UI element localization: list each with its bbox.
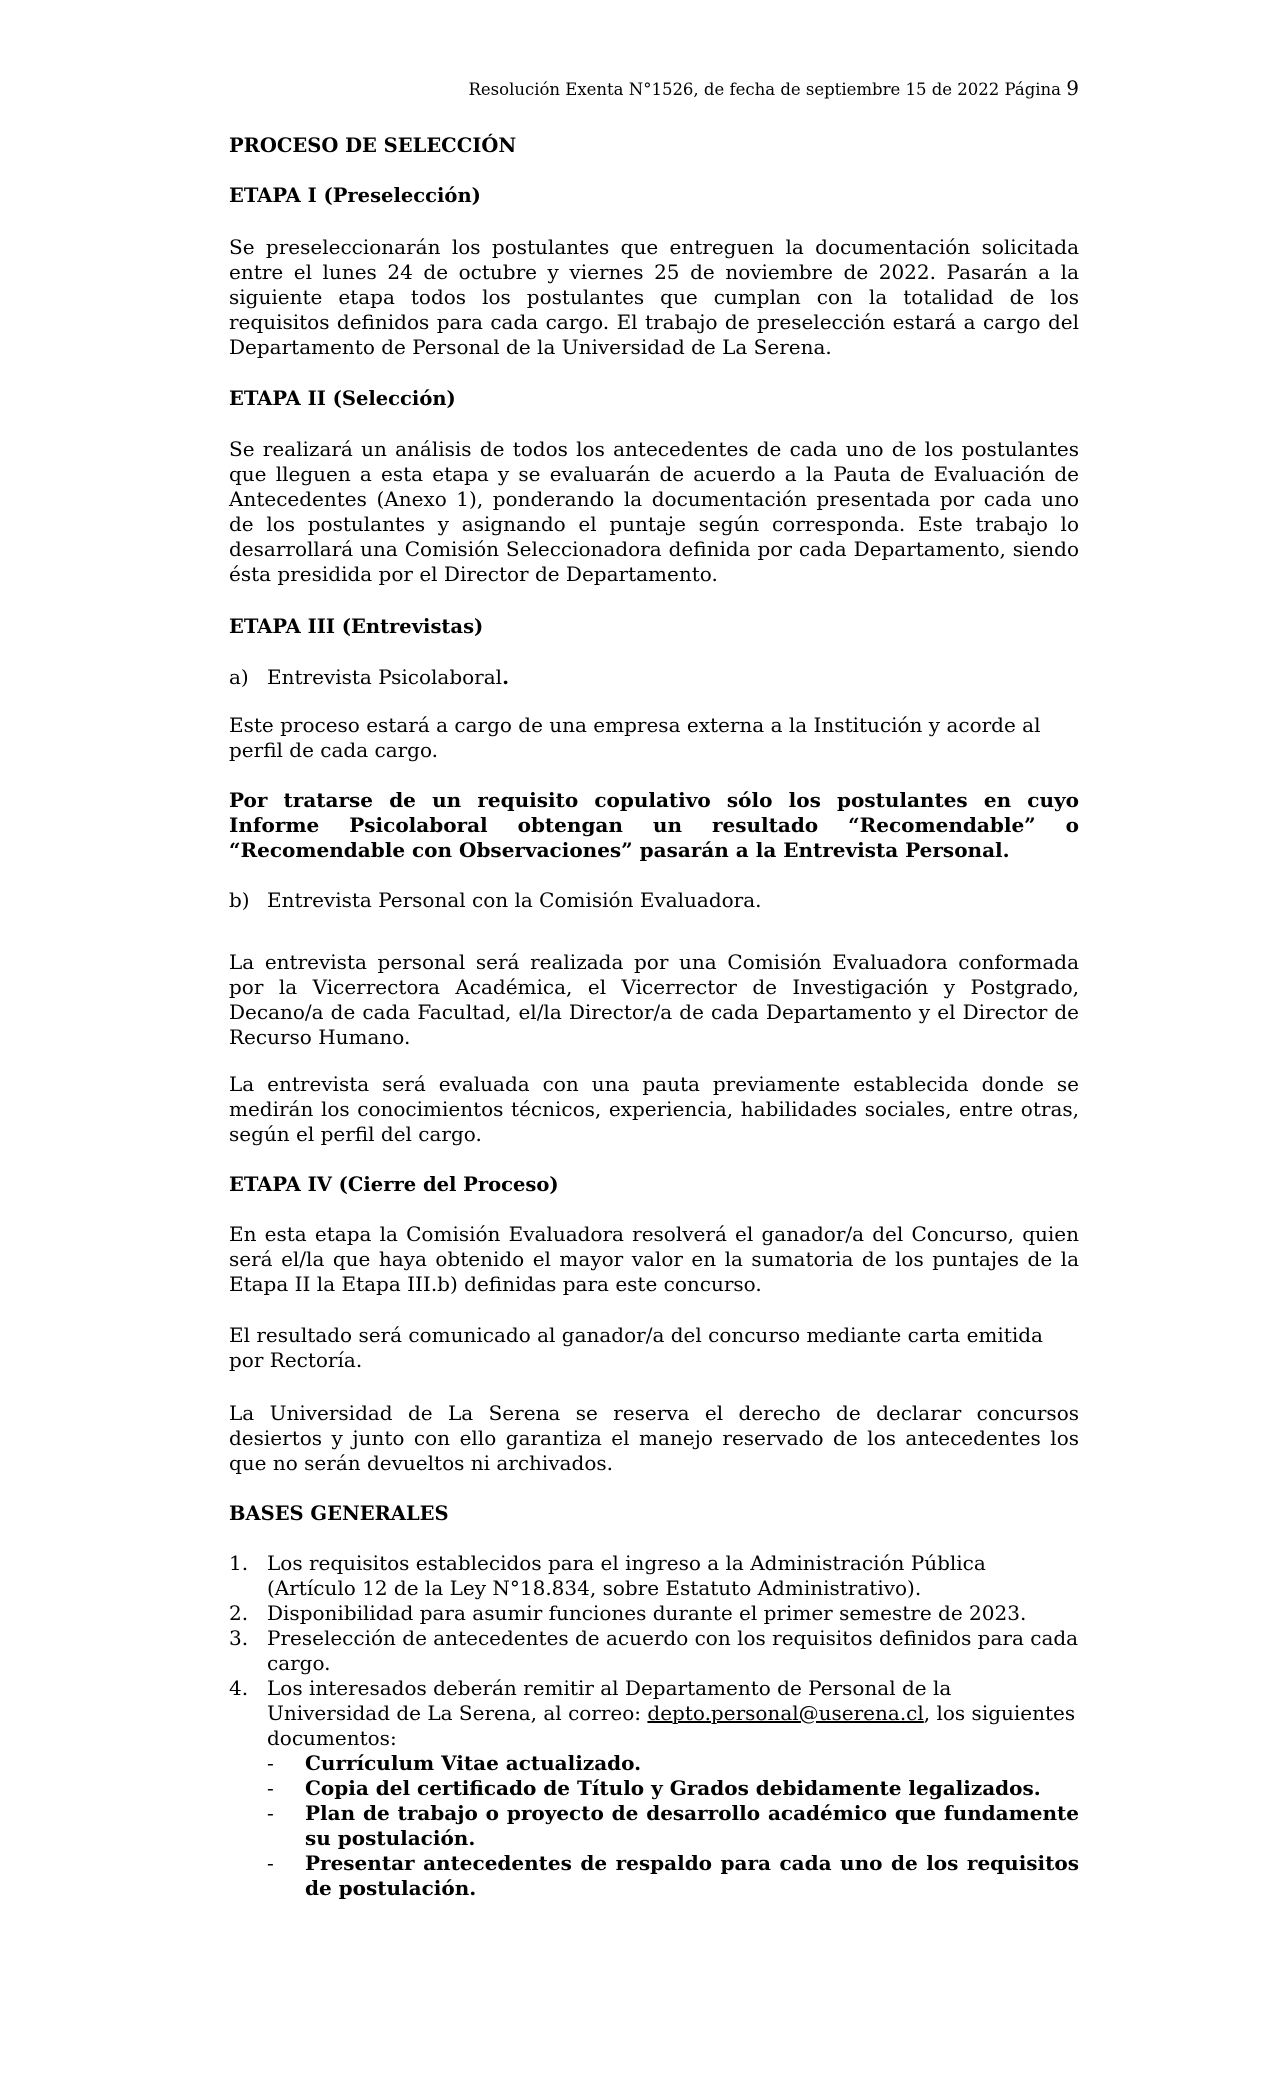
- etapa1-title: ETAPA I (Preselección): [229, 184, 481, 207]
- page-header: [468, 76, 1079, 100]
- etapa1-text: Se preseleccionarán los postulantes que entreguen la documentación solicitada entre el lunes 24 de octubre y viernes 25 de noviembre de 2022. Pasarán a la siguiente etapa todos los postulantes que cumplan con la totalidad de los requisitos definidos para cada cargo. El trabajo de preselección estará a cargo del Departamento de Personal de la Universidad de La Serena.: [229, 235, 1079, 359]
- etapa4-title: ETAPA IV (Cierre del Proceso): [229, 1173, 559, 1196]
- etapa3-item-b: [229, 888, 1079, 913]
- bases-item: 2. Disponibilidad para asumir funciones durante el primer semestre de 2023.: [229, 1601, 1027, 1625]
- bases-item: 1. Los requisitos establecidos para el ingreso a la Administración Pública (Artículo 12 de la Ley N°18.834, sobre Estatuto Administrativo).: [229, 1551, 986, 1600]
- etapa3-item-a-desc: Este proceso estará a cargo de una empresa externa a la Institución y acorde al perfil de cada cargo.: [229, 713, 1041, 762]
- etapa4-text2: El resultado será comunicado al ganador/a del concurso mediante carta emitida por Rectoría.: [229, 1323, 1043, 1372]
- bases-item-text: Preselección de antecedentes de acuerdo con los requisitos definidos para cada cargo.: [267, 1626, 1079, 1675]
- etapa3-item-a: [229, 665, 1079, 690]
- document-item: - Currículum Vitae actualizado.: [267, 1751, 642, 1775]
- item-a-period: .: [502, 665, 510, 689]
- etapa3-item-b-desc1: La entrevista personal será realizada por una Comisión Evaluadora conformada por la Vicerrectora Académica, el Vicerrector de Investigación y Postgrado, Decano/a de cada Facultad, el/la Director/a de cada Departamento y el Director de Recurso Humano.: [229, 950, 1079, 1049]
- item-b-label: b): [229, 888, 250, 912]
- bases-item-text: Los interesados deberán remitir al Departamento de Personal de la Universidad de La Serena, al correo:: [267, 1676, 952, 1725]
- document-item: - Presentar antecedentes de respaldo para cada uno de los requisitos de postulación.: [267, 1851, 1079, 1900]
- etapa3-bold-note: Por tratarse de un requisito copulativo sólo los postulantes en cuyo Informe Psicolaboral obtengan un resultado “Recomendable” o “Recomendable con Observaciones” pasarán a la Entrevista Personal.: [229, 788, 1079, 862]
- bases-list: [229, 1551, 1079, 1901]
- document-item: - Copia del certificado de Título y Grados debidamente legalizados.: [267, 1776, 1041, 1800]
- email-link[interactable]: depto.personal@userena.cl: [647, 1701, 924, 1725]
- etapa4-text1: En esta etapa la Comisión Evaluadora resolverá el ganador/a del Concurso, quien será el/la que haya obtenido el mayor valor en la sumatoria de los puntajes de la Etapa II la Etapa III.b) definidas para este concurso.: [229, 1222, 1079, 1296]
- etapa3-item-b-desc2: La entrevista será evaluada con una pauta previamente establecida donde se medirán los conocimientos técnicos, experiencia, habilidades sociales, entre otras, según el perfil del cargo.: [229, 1072, 1079, 1146]
- bases-item: 3. Preselección de antecedentes de acuerdo con los requisitos definidos para cada cargo.: [229, 1626, 1079, 1675]
- page-number: 9: [1066, 76, 1079, 100]
- etapa2-title: ETAPA II (Selección): [229, 387, 456, 410]
- section-title: PROCESO DE SELECCIÓN: [229, 134, 517, 157]
- bases-item: 4. Los interesados deberán remitir al Departamento de Personal de la Universidad de La Serena, al correo: depto.personal@userena.cl, los siguientes documentos: - Currículum Vitae actualizado. - Copia del certificado de Título y Grados debidamente legalizados. - Plan de trabajo o proyecto de desarrollo académico que fundamente su postulación. - Presentar antecedentes de respaldo para cada uno de los requisitos de postulación.: [229, 1676, 1079, 1900]
- header-text: Resolución Exenta N°1526, de fecha de septiembre 15 de 2022 Página: [468, 80, 1062, 99]
- item-b-text: Entrevista Personal con la Comisión Evaluadora.: [267, 888, 762, 912]
- documents-list: [267, 1751, 1079, 1901]
- etapa4-text3: La Universidad de La Serena se reserva el derecho de declarar concursos desiertos y junto con ello garantiza el manejo reservado de los antecedentes los que no serán devueltos ni archivados.: [229, 1401, 1079, 1475]
- item-a-label: a): [229, 665, 249, 689]
- etapa3-title: ETAPA III (Entrevistas): [229, 615, 484, 638]
- item-a-text: Entrevista Psicolaboral: [267, 665, 503, 689]
- etapa2-text: Se realizará un análisis de todos los antecedentes de cada uno de los postulantes que lleguen a esta etapa y se evaluarán de acuerdo a la Pauta de Evaluación de Antecedentes (Anexo 1), ponderando la documentación presentada por cada uno de los postulantes y asignando el puntaje según corresponda. Este trabajo lo desarrollará una Comisión Seleccionadora definida por cada Departamento, siendo ésta presidida por el Director de Departamento.: [229, 437, 1079, 586]
- bases-item-text: Los requisitos establecidos para el ingreso a la Administración Pública (Artículo 12 de la Ley N°18.834, sobre Estatuto Administrativo).: [267, 1551, 986, 1600]
- bases-title: BASES GENERALES: [229, 1502, 449, 1525]
- bases-item-text: Disponibilidad para asumir funciones durante el primer semestre de 2023.: [267, 1601, 1027, 1625]
- document-item: - Plan de trabajo o proyecto de desarrollo académico que fundamente su postulación.: [267, 1801, 1079, 1850]
